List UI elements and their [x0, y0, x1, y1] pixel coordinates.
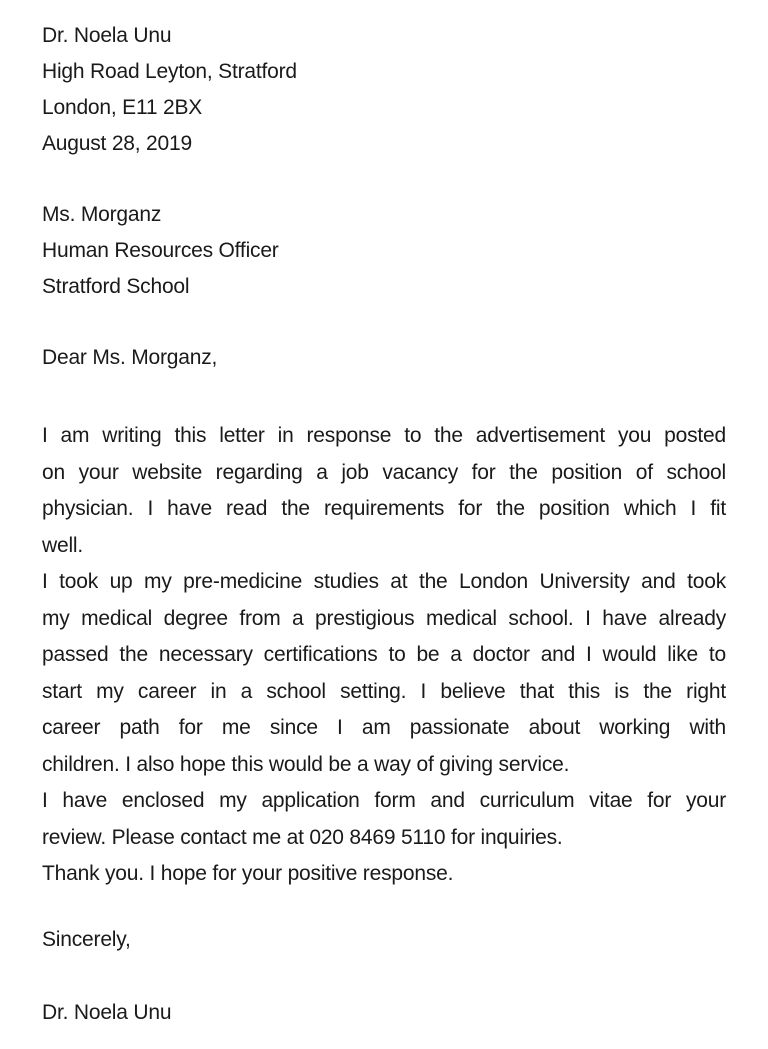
body-line: start my career in a school setting. I believe that this is the right — [42, 679, 726, 703]
body-line: passed the necessary certifications to be a doctor and I would like to — [42, 643, 726, 666]
salutation: Dear Ms. Morganz, — [42, 346, 218, 369]
body-line: my medical degree from a prestigious medical school. I have already — [42, 606, 726, 630]
salutation-block — [42, 340, 726, 376]
body-line: I took up my pre-medicine studies at the London University and took — [42, 570, 726, 593]
body-line: well. — [42, 533, 84, 557]
body-line: Thank you. I hope for your positive response. — [42, 862, 454, 885]
body-line: on your website regarding a job vacancy for the position of school — [42, 460, 726, 484]
body-line: career path for me since I am passionate about working with — [42, 716, 726, 739]
signature-block — [42, 995, 726, 1031]
body-line: I am writing this letter in response to the advertisement you posted — [42, 424, 726, 447]
signature-name: Dr. Noela Unu — [42, 1001, 172, 1024]
recipient-title: Human Resources Officer — [42, 239, 279, 262]
closing: Sincerely, — [42, 928, 131, 951]
letter-body — [42, 418, 726, 893]
body-line: review. Please contact me at 020 8469 5110 for inquiries. — [42, 825, 563, 849]
sender-city: London, E11 2BX — [42, 96, 203, 119]
body-line: physician. I have read the requirements for the position which I fit — [42, 497, 726, 520]
closing-block — [42, 922, 726, 958]
letter-date: August 28, 2019 — [42, 132, 192, 155]
sender-name: Dr. Noela Unu — [42, 24, 172, 47]
recipient-name: Ms. Morganz — [42, 203, 162, 226]
body-line: children. I also hope this would be a way of giving service. — [42, 752, 570, 776]
sender-address-block — [42, 18, 726, 162]
recipient-organization: Stratford School — [42, 275, 190, 298]
sender-street: High Road Leyton, Stratford — [42, 60, 297, 83]
recipient-address-block — [42, 197, 726, 305]
body-line: I have enclosed my application form and curriculum vitae for your — [42, 789, 726, 812]
